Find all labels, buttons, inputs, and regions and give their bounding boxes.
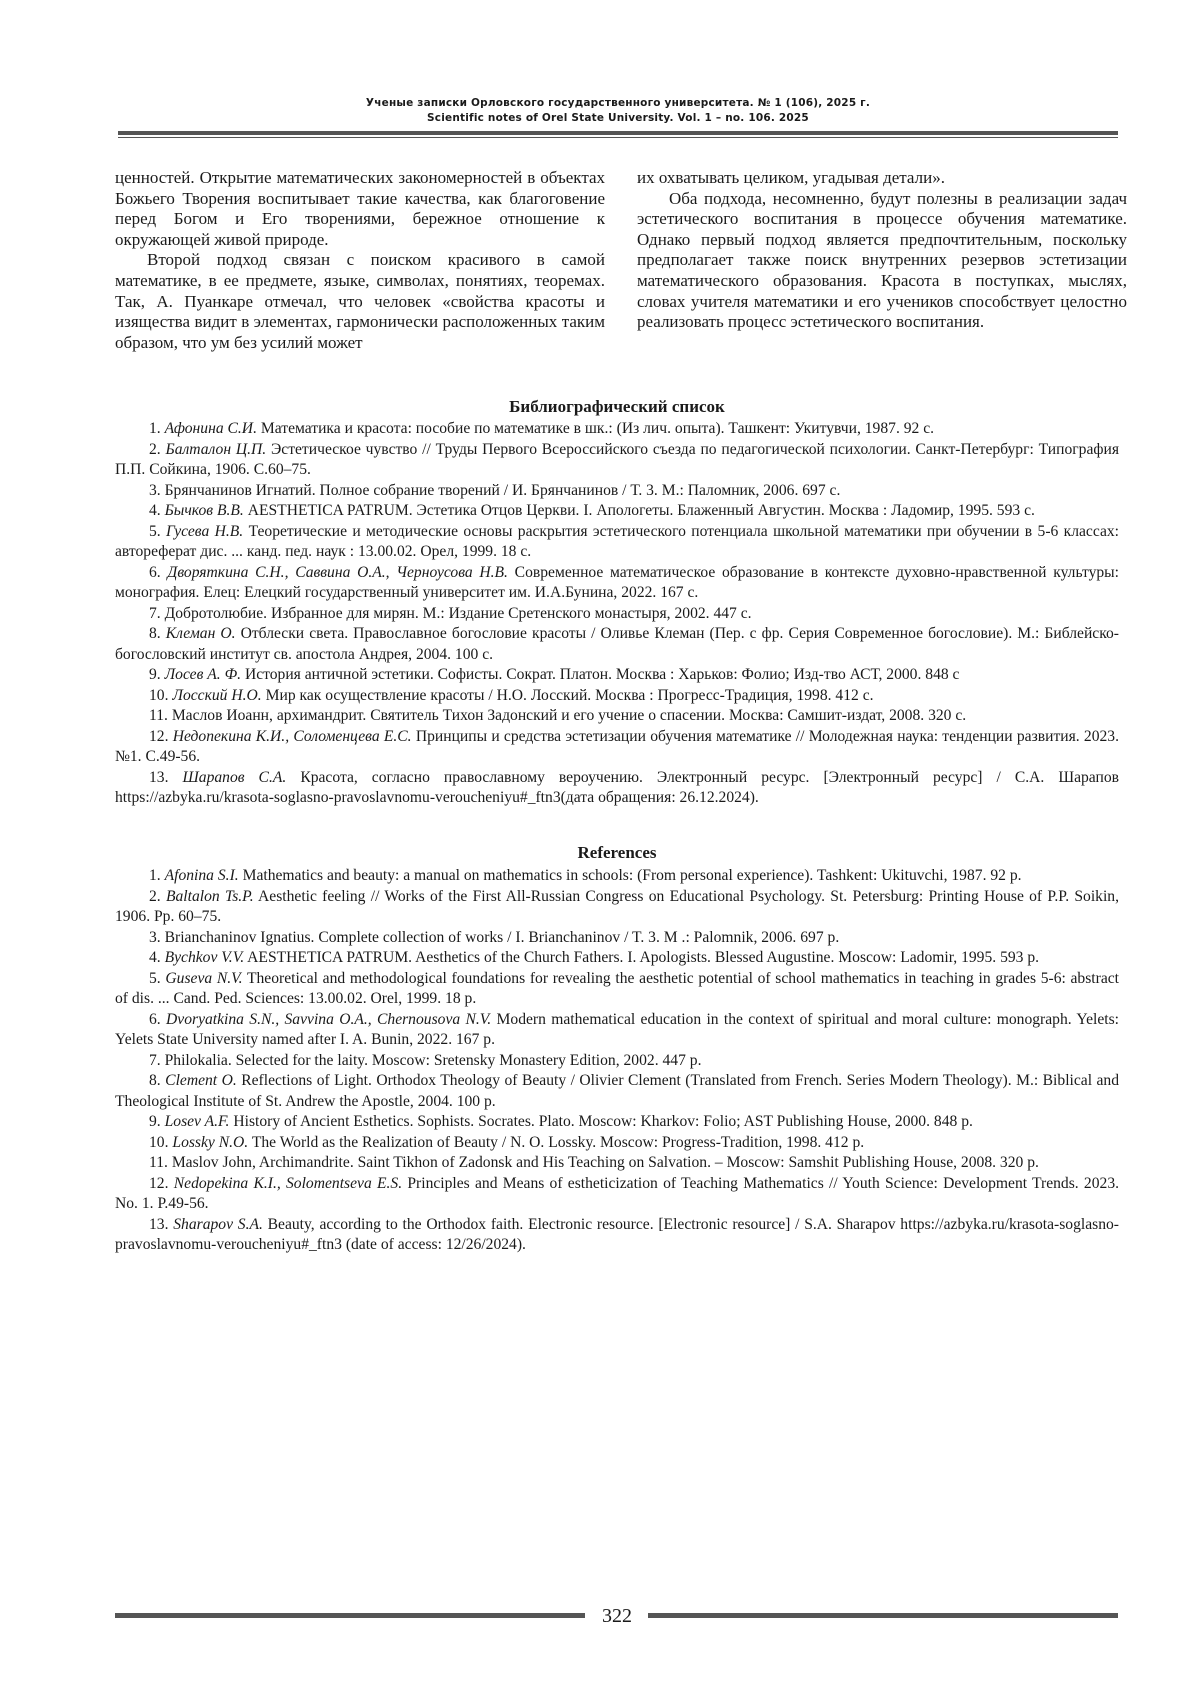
reference-number: 2. (149, 440, 166, 458)
reference-number: 10. (149, 686, 173, 704)
reference-text: Принципы и средства эстетизации обучения математике // Молодежная наука: тенденции развития. 2023. №1. С.49-56. (115, 727, 1120, 765)
running-header (118, 96, 1118, 126)
journal-title-en: Scientific notes of Orel State University. Vol. 1 – no. 106. 2025 (427, 112, 809, 124)
reference-author: Балталон Ц.П. (165, 440, 267, 458)
references-title: References (577, 843, 657, 862)
references-list (115, 866, 1119, 1256)
body-paragraph: их охватывать целиком, угадывая детали». (637, 168, 945, 187)
reference-entry (115, 604, 1119, 625)
reference-text: Principles and Means of estheticization of Teaching Mathematics // Youth Science: Development Trends. 2023. No. 1. P.49-56. (115, 1174, 1120, 1212)
reference-author: Losev A.F. (164, 1113, 230, 1130)
reference-text: Математика и красота: пособие по математике в шк.: (Из лич. опыта). Ташкент: Укитувчи, 1987. 92 с. (260, 420, 935, 437)
reference-entry (115, 665, 1119, 686)
reference-entry (115, 501, 1119, 522)
reference-author: Лосев А. Ф. (164, 666, 242, 683)
reference-number: 8. (149, 1072, 166, 1089)
body-paragraph: Оба подхода, несомненно, будут полезны в реализации задач эстетического воспитания в процессе обучения математике. Однако первый подход является предпочтительным, поскольку предполагает также поиск внутренних резервов эстетизации математического образования. Красота в поступках, мыслях, словах учителя математики и его учеников способствует целостно реализовать процесс эстетического воспитания. (637, 188, 1127, 332)
reference-entry (115, 1215, 1119, 1256)
journal-title-ru: Ученые записки Орловского государственного университета. № 1 (106), 2025 г. (365, 97, 871, 109)
header-rule-thin (118, 137, 1118, 138)
reference-entry (115, 866, 1119, 887)
reference-number: 13. (149, 1215, 174, 1233)
reference-entry (115, 686, 1119, 707)
reference-entry (115, 1112, 1119, 1133)
bibliography-title: Библиографический список (509, 397, 725, 416)
reference-number: 6. (149, 563, 168, 581)
body-paragraph: ценностей. Открытие математических закономерностей в объектах Божьего Творения воспитывает такие качества, как благоговение перед Богом и Его творениями, бережное отношение к окружающей живой природе. (115, 168, 605, 249)
reference-text: Mathematics and beauty: a manual on mathematics in schools: (From personal experience). Tashkent: Ukituvchi, 1987. 92 p. (242, 867, 1022, 884)
page-number: 322 (602, 1605, 632, 1627)
reference-text: Brianchaninov Ignatius. Complete collection of works / I. Brianchaninov / T. 3. M .: Palomnik, 2006. 697 p. (164, 928, 840, 946)
reference-number: 6. (149, 1010, 167, 1028)
body-column-left (115, 168, 605, 353)
reference-text: Modern mathematical education in the context of spiritual and moral culture: monograph. Yelets: Yelets State University named after I. A. Bunin, 2022. 167 p. (115, 1010, 1120, 1048)
reference-number: 12. (149, 727, 173, 745)
reference-entry (115, 1071, 1119, 1112)
reference-entry (115, 948, 1119, 969)
reference-number: 7. (149, 1051, 165, 1069)
reference-text: Отблески света. Православное богословие красоты / Оливье Клеман (Пер. с фр. Серия Современное богословие). М.: Библейско-богословский институт св. апостола Андрея, 2004. 100 с. (115, 625, 1120, 663)
reference-author: Sharapov S.A. (173, 1215, 263, 1233)
reference-author: Afonina S.I. (164, 867, 239, 884)
reference-number: 5. (149, 522, 167, 540)
reference-author: Guseva N.V. (165, 969, 243, 987)
reference-entry (115, 969, 1119, 1010)
reference-text: Beauty, according to the Orthodox faith. Electronic resource. [Electronic resource] / S.A. Sharapov https://azbyka.ru/krasota-soglasno-pravoslavnomu-veroucheniyu#_ftn3 (date of access: 12/26/2024). (115, 1215, 1120, 1253)
reference-entry (115, 928, 1119, 949)
header-rule-thick (118, 131, 1118, 135)
reference-number: 9. (149, 666, 165, 683)
reference-entry (115, 481, 1119, 502)
reference-entry (115, 1051, 1119, 1072)
reference-text: Reflections of Light. Orthodox Theology of Beauty / Olivier Clement (Translated from French. Series Modern Theology). M.: Biblical and Theological Institute of St. Andrew the Apostle, 2004. 100 p. (115, 1072, 1120, 1110)
reference-number: 13. (149, 768, 183, 786)
reference-text: History of Ancient Esthetics. Sophists. Socrates. Plato. Moscow: Kharkov: Folio; AST Publishing House, 2000. 848 p. (233, 1113, 973, 1130)
reference-number: 7. (149, 604, 165, 622)
reference-number: 1. (149, 867, 165, 884)
reference-entry (115, 727, 1119, 768)
footer-rule-left (115, 1613, 585, 1618)
reference-number: 2. (149, 887, 166, 905)
reference-text: AESTHETICA PATRUM. Aesthetics of the Church Fathers. I. Apologists. Blessed Augustine. Moscow: Ladomir, 1995. 593 p. (247, 949, 1040, 966)
reference-text: Красота, согласно православному вероучению. Электронный ресурс. [Электронный ресурс] / С.А. Шарапов https://azbyka.ru/krasota-soglasno-pravoslavnomu-veroucheniyu#_ftn3(дата обращения: 26.12.2024). (115, 768, 1120, 806)
reference-author: Clement O. (165, 1072, 237, 1089)
reference-entry (115, 1010, 1119, 1051)
reference-author: Дворяткина С.Н., Саввина О.А., Черноусова Н.В. (167, 563, 508, 581)
reference-text: The World as the Realization of Beauty / N. O. Lossky. Moscow: Progress-Tradition, 1998. 412 p. (251, 1133, 865, 1151)
reference-text: Теоретические и методические основы раскрытия эстетического потенциала школьной математики при обучении в 5-6 классах: автореферат дис. ... канд. пед. наук : 13.00.02. Орел, 1999. 18 с. (115, 522, 1120, 560)
body-column-right (637, 168, 1127, 333)
reference-number: 12. (149, 1174, 174, 1192)
reference-number: 8. (149, 625, 166, 642)
reference-entry (115, 624, 1119, 665)
reference-text: Philokalia. Selected for the laity. Moscow: Sretensky Monastery Edition, 2002. 447 p. (164, 1051, 702, 1069)
reference-text: Добротолюбие. Избранное для мирян. М.: Издание Сретенского монастыря, 2002. 447 с. (164, 604, 752, 622)
reference-author: Dvoryatkina S.N., Savvina O.A., Chernousova N.V. (166, 1010, 492, 1028)
reference-entry (115, 1153, 1119, 1174)
reference-entry (115, 887, 1119, 928)
reference-text: Маслов Иоанн, архимандрит. Святитель Тихон Задонский и его учение о спасении. Москва: Самшит-издат, 2008. 320 с. (171, 707, 967, 724)
reference-entry (115, 440, 1119, 481)
bibliography-list (115, 419, 1119, 809)
reference-text: AESTHETICA PATRUM. Эстетика Отцов Церкви. I. Апологеты. Блаженный Августин. Москва : Ладомир, 1995. 593 с. (247, 502, 1035, 519)
reference-entry (115, 522, 1119, 563)
reference-author: Недопекина К.И., Соломенцева Е.С. (172, 727, 412, 745)
reference-text: История античной эстетики. Софисты. Сократ. Платон. Москва : Харьков: Фолио; Изд-тво АСТ, 2000. 848 с (244, 666, 960, 683)
reference-entry (115, 768, 1119, 809)
reference-author: Бычков В.В. (164, 502, 244, 519)
reference-number: 4. (149, 949, 165, 966)
reference-author: Гусева Н.В. (166, 522, 244, 540)
reference-text: Theoretical and methodological foundations for revealing the aesthetic potential of school mathematics in teaching in grades 5-6: abstract of dis. ... Cand. Ped. Sciences: 13.00.02. Orel, 1999. 18 p. (115, 969, 1119, 1007)
reference-number: 3. (149, 481, 165, 499)
reference-author: Афонина С.И. (164, 420, 257, 437)
reference-text: Aesthetic feeling // Works of the First All-Russian Congress on Educational Psychology. St. Petersburg: Printing House of P.P. Soikin, 1906. Pp. 60–75. (115, 887, 1119, 925)
reference-author: Шарапов С.А. (182, 768, 287, 786)
footer-rule-right (648, 1613, 1118, 1618)
reference-author: Nedopekina K.I., Solomentseva E.S. (173, 1174, 403, 1192)
reference-number: 4. (149, 502, 165, 519)
reference-author: Лосский Н.О. (172, 686, 262, 704)
reference-text: Современное математическое образование в контексте духовно-нравственной культуры: монография. Елец: Елецкий государственный университет им. И.А.Бунина, 2022. 167 с. (115, 563, 1119, 601)
reference-author: Bychkov V.V. (164, 949, 245, 966)
reference-number: 1. (149, 420, 165, 437)
reference-entry (115, 1133, 1119, 1154)
reference-number: 11. (149, 1154, 172, 1171)
reference-entry (115, 419, 1119, 440)
reference-text: Мир как осуществление красоты / Н.О. Лосский. Москва : Прогресс-Традиция, 1998. 412 с. (265, 686, 874, 704)
reference-entry (115, 563, 1119, 604)
reference-number: 10. (149, 1133, 173, 1151)
reference-text: Брянчанинов Игнатий. Полное собрание творений / И. Брянчанинов / Т. 3. М.: Паломник, 2006. 697 с. (164, 481, 841, 499)
reference-number: 11. (149, 707, 172, 724)
reference-number: 3. (149, 928, 165, 946)
reference-author: Baltalon Ts.P. (165, 887, 254, 905)
reference-number: 5. (149, 969, 166, 987)
reference-author: Клеман О. (165, 625, 236, 642)
reference-entry (115, 1174, 1119, 1215)
reference-author: Lossky N.O. (172, 1133, 249, 1151)
reference-text: Maslov John, Archimandrite. Saint Tikhon of Zadonsk and His Teaching on Salvation. – Moscow: Samshit Publishing House, 2008. 320 p. (171, 1154, 1039, 1171)
reference-number: 9. (149, 1113, 165, 1130)
reference-text: Эстетическое чувство // Труды Первого Всероссийского съезда по педагогической психологии. Санкт-Петербург: Типография П.П. Сойкина, 1906. С.60–75. (115, 440, 1119, 478)
reference-entry (115, 706, 1119, 727)
body-paragraph: Второй подход связан с поиском красивого в самой математике, в ее предмете, языке, символах, понятиях, теоремах. Так, А. Пуанкаре отмечал, что человек «свойства красоты и изящества видит в элементах, гармонически расположенных таким образом, что ум без усилий может (115, 250, 605, 352)
